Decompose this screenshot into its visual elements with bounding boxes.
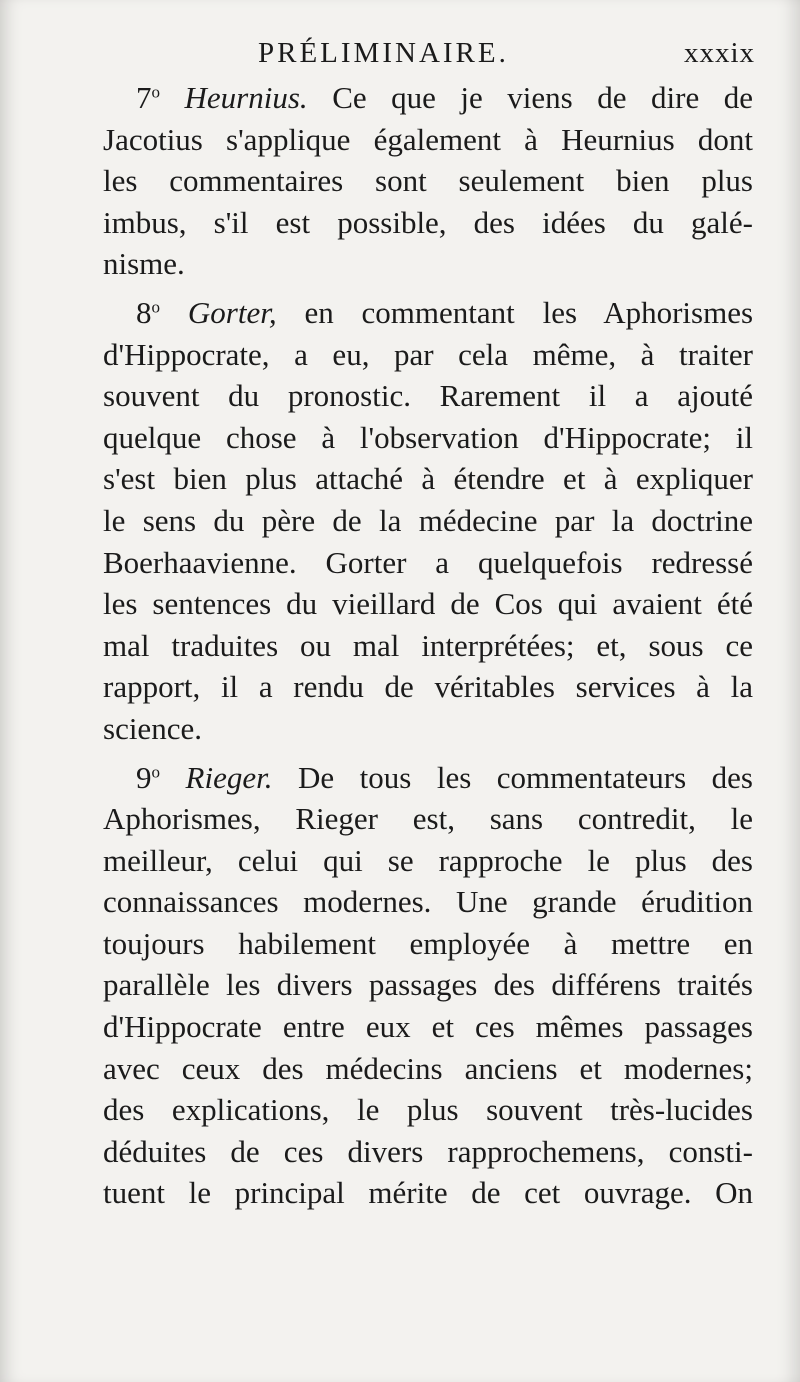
text-line: avec ceux des médecins anciens et modernes; <box>103 1050 753 1086</box>
text-line: d'Hippocrate entre eux et ces mêmes passages <box>103 1009 753 1045</box>
text-line: 7$^o$ Heurnius. Ce que je viens de dire de <box>136 80 753 115</box>
text-line: les sentences du vieillard de Cos qui avaient été <box>103 586 753 622</box>
entry-name: Heurnius. <box>184 80 308 115</box>
page-header <box>100 30 755 76</box>
text-line: déduites de ces divers rapprochemens, consti- <box>103 1133 753 1169</box>
entry-number: 8$^o$ <box>136 294 161 330</box>
running-title: PRÉLIMINAIRE. <box>258 37 509 69</box>
page-number: xxxix <box>683 37 755 69</box>
entry-number: 7$^o$ <box>136 80 161 115</box>
text-line: imbus, s'il est possible, des idées du galé- <box>103 204 753 240</box>
text-line: Aphorismes, Rieger est, sans contredit, le <box>103 801 753 837</box>
paragraph-heurnius <box>103 77 753 285</box>
text-line: meilleur, celui qui se rapproche le plus des <box>103 842 753 878</box>
text-line: s'est bien plus attaché à étendre et à expliquer <box>103 461 753 497</box>
text-line: 9$^o$ Rieger. De tous les commentateurs des <box>136 759 753 795</box>
text-line: le sens du père de la médecine par la doctrine <box>103 502 753 538</box>
text-line: science. <box>103 710 202 746</box>
text-line: d'Hippocrate, a eu, par cela même, à traiter <box>103 336 753 372</box>
text-line: toujours habilement employée à mettre en <box>103 925 753 961</box>
paragraph-rieger <box>103 757 753 1215</box>
text-line: mal traduites ou mal interprétées; et, sous ce <box>103 627 753 663</box>
text-line: les commentaires sont seulement bien plus <box>103 163 753 199</box>
entry-number: 9$^o$ <box>136 759 161 795</box>
text-line: nisme. <box>103 246 185 282</box>
entry-name: Gorter, <box>187 294 277 330</box>
entry-name: Rieger. <box>185 759 273 795</box>
text-line: rapport, il a rendu de véritables services à la <box>103 669 753 705</box>
text-line: parallèle les divers passages des différens traités <box>103 967 753 1003</box>
text-line: 8$^o$ Gorter, en commentant les Aphorismes <box>136 294 754 330</box>
text-line: souvent du pronostic. Rarement il a ajouté <box>103 378 753 414</box>
body-text <box>103 77 753 1214</box>
text-line: Boerhaavienne. Gorter a quelquefois redressé <box>103 544 753 580</box>
text-line: tuent le principal mérite de cet ouvrage. On <box>103 1175 753 1211</box>
text-line: Jacotius s'applique également à Heurnius dont <box>103 121 753 157</box>
paragraph-gorter <box>103 292 753 750</box>
text-line: quelque chose à l'observation d'Hippocrate; il <box>103 419 753 455</box>
text-line: des explications, le plus souvent très-lucides <box>103 1092 753 1128</box>
text-line: connaissances modernes. Une grande érudition <box>103 884 753 920</box>
